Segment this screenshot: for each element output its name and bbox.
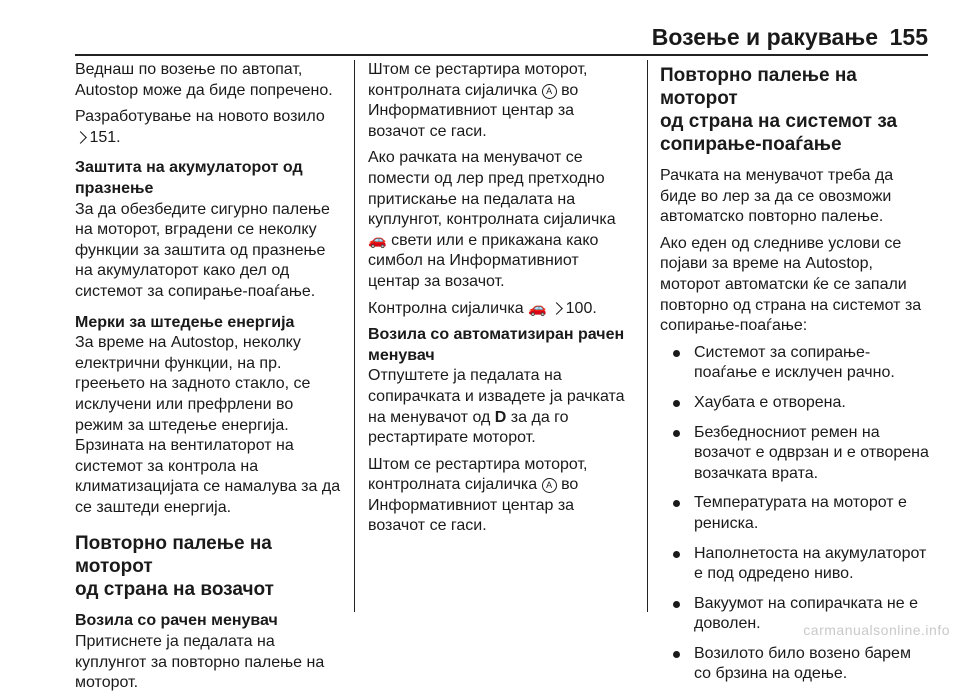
battery-paragraph: За да обезбедите сигурно палење на моторот, вградени се неколку функции за заштита од празнење на акумулаторот како дел од системот за сопирање-поаѓање. (75, 200, 330, 300)
list-item: Температурата на моторот е рениска. (660, 493, 932, 534)
manual-gearbox-heading: Возила со рачен менувач (75, 612, 278, 630)
page-header (0, 0, 960, 56)
energy-heading: Мерки за штедење енергија (75, 313, 295, 331)
car-warning-icon: 🚗 (368, 231, 387, 249)
energy-paragraph: За време на Autostop, неколку електрични функции, на пр. греењето на задното стакло, се исклучени или префрлени во режим за штедење енергија. Брзината на вентилаторот на системот за контрола на климатизацијата се намалува за да се заштеди енергија. (75, 334, 341, 516)
neutral-paragraph: Ако рачката на менувачот се помести од лер пред претходно притискање на педалата на куплунгот, контролната сијаличка 🚗 свети или е прикажана како симбол на Информативниот центар за возачот. (368, 149, 616, 290)
list-item: Наполнетоста на акумулаторот е под одредено ниво. (660, 544, 932, 585)
automated-gearbox-paragraph: Отпуштете ја педалата на сопирачката и извадете ја рачката на менувачот од D за да го рестартирате моторот. (368, 367, 625, 447)
restart-lamp-paragraph-2: Штом се рестартира моторот, контролната сијаличка A во Информативниот центар за возачот се гаси. (368, 455, 588, 535)
column-divider-1 (354, 60, 355, 612)
page-ref-link[interactable]: 100. (565, 299, 597, 317)
watermark: carmanualsonline.info (803, 622, 950, 638)
header-divider (75, 54, 928, 56)
restart-lamp-paragraph: Штом се рестартира моторот, контролната сијаличка A во Информативниот центар за возачот се гаси. (368, 61, 588, 140)
column-2 (368, 60, 636, 618)
list-item: Хаубата е отворена. (660, 393, 932, 414)
list-item: Безбедносниот ремен на возачот е одврзан и е отворена возачката врата. (660, 423, 932, 485)
list-item: Вакуумот на сопирачката не е доволен. (660, 594, 932, 635)
development-paragraph: Разработување на новото возило 151. (75, 108, 325, 146)
column-divider-2 (647, 60, 648, 612)
conditions-paragraph: Ако еден од следниве услови се појави за време на Autostop, моторот автоматски ќе се запали повторно од страна на системот за сопирање-поаѓање: (660, 234, 922, 335)
list-item: Системот за сопирање- поаѓање е исклучен рачно. (660, 343, 932, 384)
triangle-arrow-icon (75, 132, 85, 142)
intro-paragraph: Веднаш по возење по автопат, Autostop може да биде попречено. (75, 61, 333, 99)
lamp-ref-paragraph: Контролна сијаличка 🚗 100. (368, 299, 636, 320)
car-warning-icon: 🚗 (528, 299, 547, 317)
system-restart-heading: Повторно палење на моторот од страна на системот за сопирање-поаѓање (660, 65, 898, 155)
page-ref-link[interactable]: 151. (89, 128, 121, 146)
section-title: Возење и ракување (651, 24, 878, 50)
triangle-arrow-icon (551, 303, 561, 313)
page-number: 155 (889, 24, 928, 50)
autostop-a-icon: A (542, 84, 557, 99)
automated-gearbox-heading: Возила со автоматизиран рачен менувач (368, 326, 625, 364)
manual-gearbox-paragraph: Притиснете ја педалата на куплунгот за повторно палење на моторот. (75, 633, 325, 692)
column-1 (75, 60, 347, 692)
drive-position-label: D (494, 408, 507, 426)
list-item: Возилото било возено барем со брзина на одење. (660, 644, 932, 685)
driver-restart-heading: Повторно палење на моторот од страна на возачот (75, 533, 274, 601)
battery-heading: Заштита на акумулаторот од празнење (75, 159, 303, 197)
autostop-a-icon: A (542, 478, 557, 493)
neutral-requirement-paragraph: Рачката на менувачот треба да биде во лер за да се овозможи автоматско повторно палење. (660, 167, 894, 226)
